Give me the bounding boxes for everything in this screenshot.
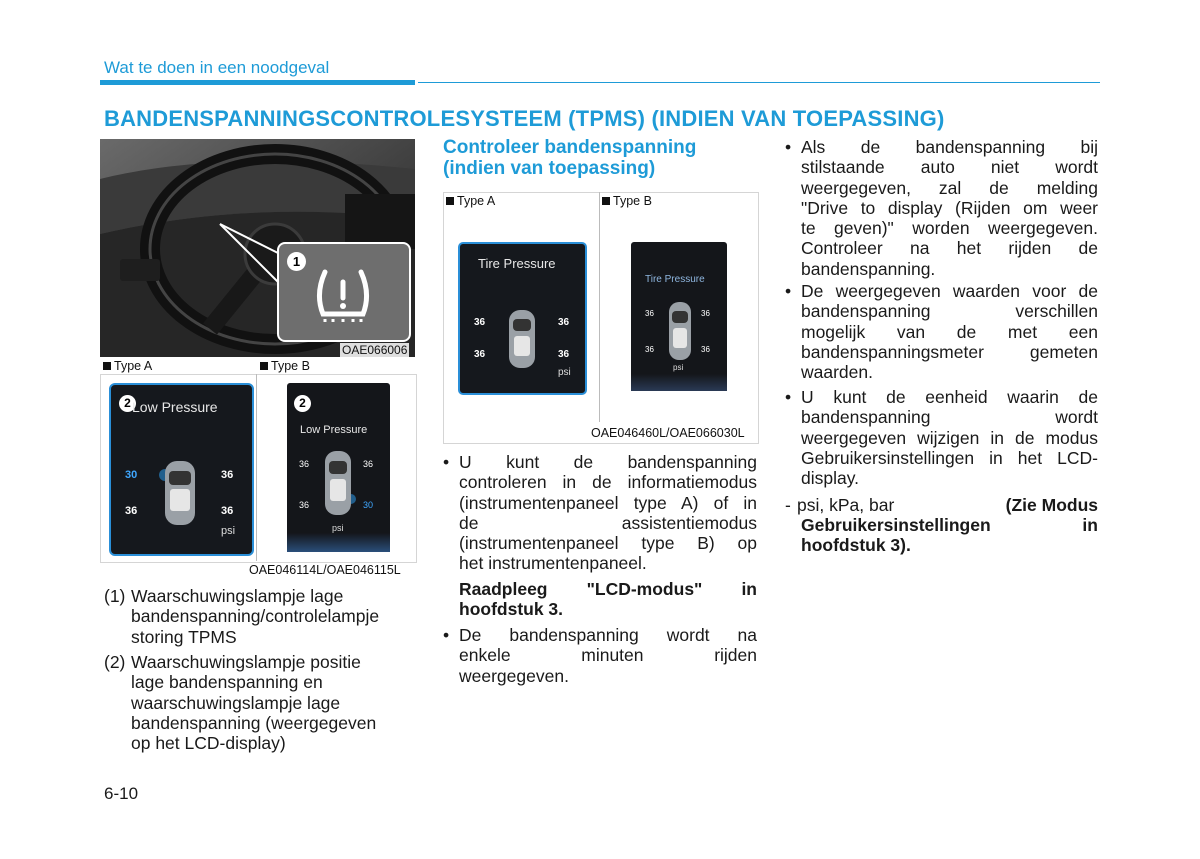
tpms-warning-icon <box>313 264 373 326</box>
tire-rl-value: 36 <box>474 349 486 360</box>
tire-rr-value: 36 <box>221 505 234 517</box>
tire-rl-value: 36 <box>645 345 654 354</box>
tire-fr-value: 36 <box>363 459 374 469</box>
tire-rr-value: 36 <box>701 345 710 354</box>
tire-rl-value: 36 <box>299 500 310 510</box>
unit-label: psi <box>673 363 684 372</box>
callout-2-b: 2 <box>294 395 311 412</box>
tire-rr-value: 36 <box>558 349 570 360</box>
header-rule-thick <box>100 80 415 85</box>
list-item: Als de bandenspanning bij stilstaande auto niet wordt weergegeven, zal de melding "Drive to display (Rijden om weer te geven)" worden weergegeven. Controleer na het rijden de bandenspanning. <box>801 137 1098 279</box>
list-item: De weergegeven waarden voor de bandenspanning verschillen mogelijk van de met een bandenspanningsmeter gemeten waarden. <box>801 281 1098 383</box>
list-item: De bandenspanning wordt na enkele minuten rijden weergegeven. <box>459 625 757 686</box>
tpms-lamp-inset <box>277 242 411 342</box>
tire-fr-value: 36 <box>701 309 710 318</box>
type-a-label-mid: Type A <box>446 194 495 208</box>
tire-fl-value: 36 <box>474 317 486 328</box>
unit-label: psi <box>332 523 344 533</box>
bullet-marker: • <box>443 625 450 645</box>
car-top-icon <box>666 300 694 362</box>
callout-2-a: 2 <box>119 395 136 412</box>
tire-fl-value: 30 <box>125 469 138 481</box>
low-pressure-panel-b <box>287 383 390 552</box>
page-title: BANDENSPANNINGSCONTROLESYSTEEM (TPMS) (INDIEN VAN TOEPASSING) <box>104 106 945 131</box>
bullet-marker: • <box>785 281 792 301</box>
car-top-icon <box>159 457 201 529</box>
dash-marker: - <box>785 495 791 515</box>
unit-label: psi <box>221 525 236 537</box>
car-top-icon <box>506 308 538 370</box>
figure-divider <box>256 374 257 561</box>
bullet-marker: • <box>443 452 450 472</box>
unit-label: psi <box>558 367 571 378</box>
figure-code-left: OAE046114L/OAE046115L <box>249 563 401 577</box>
panel-title: Tire Pressure <box>478 256 556 271</box>
figure-code-mid: OAE046460L/OAE066030L <box>591 426 745 440</box>
tire-fr-value: 36 <box>558 317 570 328</box>
cross-reference: Raadpleeg "LCD-modus" in hoofdstuk 3. <box>459 579 757 620</box>
callout-1: 1 <box>287 252 306 271</box>
figure-divider <box>599 192 600 422</box>
header-rule-thin <box>418 82 1100 83</box>
photo-code: OAE066006 <box>342 343 408 357</box>
tire-pressure-panel-b <box>631 242 727 391</box>
tire-fl-value: 36 <box>299 459 310 469</box>
bullet-marker: • <box>785 387 792 407</box>
page-number: 6-10 <box>104 784 139 803</box>
tire-fl-value: 36 <box>645 309 654 318</box>
section-subheading: Controleer bandenspanning (indien van toepassing) <box>443 137 697 179</box>
type-a-label-left: Type A <box>103 359 152 373</box>
type-b-label-left: Type B <box>260 359 310 373</box>
unit-options: psi, kPa, bar (Zie Modus <box>797 495 1098 515</box>
low-pressure-panel-a <box>109 383 254 556</box>
list-item: U kunt de bandenspanning controleren in de informatiemodus (instrumentenpaneel type A) of in de assistentiemodus (instrumentenpaneel type B) op het instrumentenpaneel. <box>459 452 757 574</box>
bullet-marker: • <box>785 137 792 157</box>
tire-rl-value: 36 <box>125 505 138 517</box>
section-label: Wat te doen in een noodgeval <box>104 58 330 77</box>
tire-pressure-panel-a <box>458 242 587 395</box>
panel-title: Tire Pressure <box>645 274 705 285</box>
car-top-icon <box>321 449 357 519</box>
type-b-label-mid: Type B <box>602 194 652 208</box>
panel-title: Low Pressure <box>132 399 218 415</box>
tire-rr-value: 30 <box>363 500 374 510</box>
list-item: U kunt de eenheid waarin de bandenspanning wordt weergegeven wijzigen in de modus Gebruikersinstellingen in het LCD- display. <box>801 387 1098 489</box>
unit-options-reference: Gebruikersinstellingen in hoofdstuk 3). <box>801 515 1098 556</box>
tire-fr-value: 36 <box>221 469 234 481</box>
panel-title: Low Pressure <box>300 424 368 436</box>
